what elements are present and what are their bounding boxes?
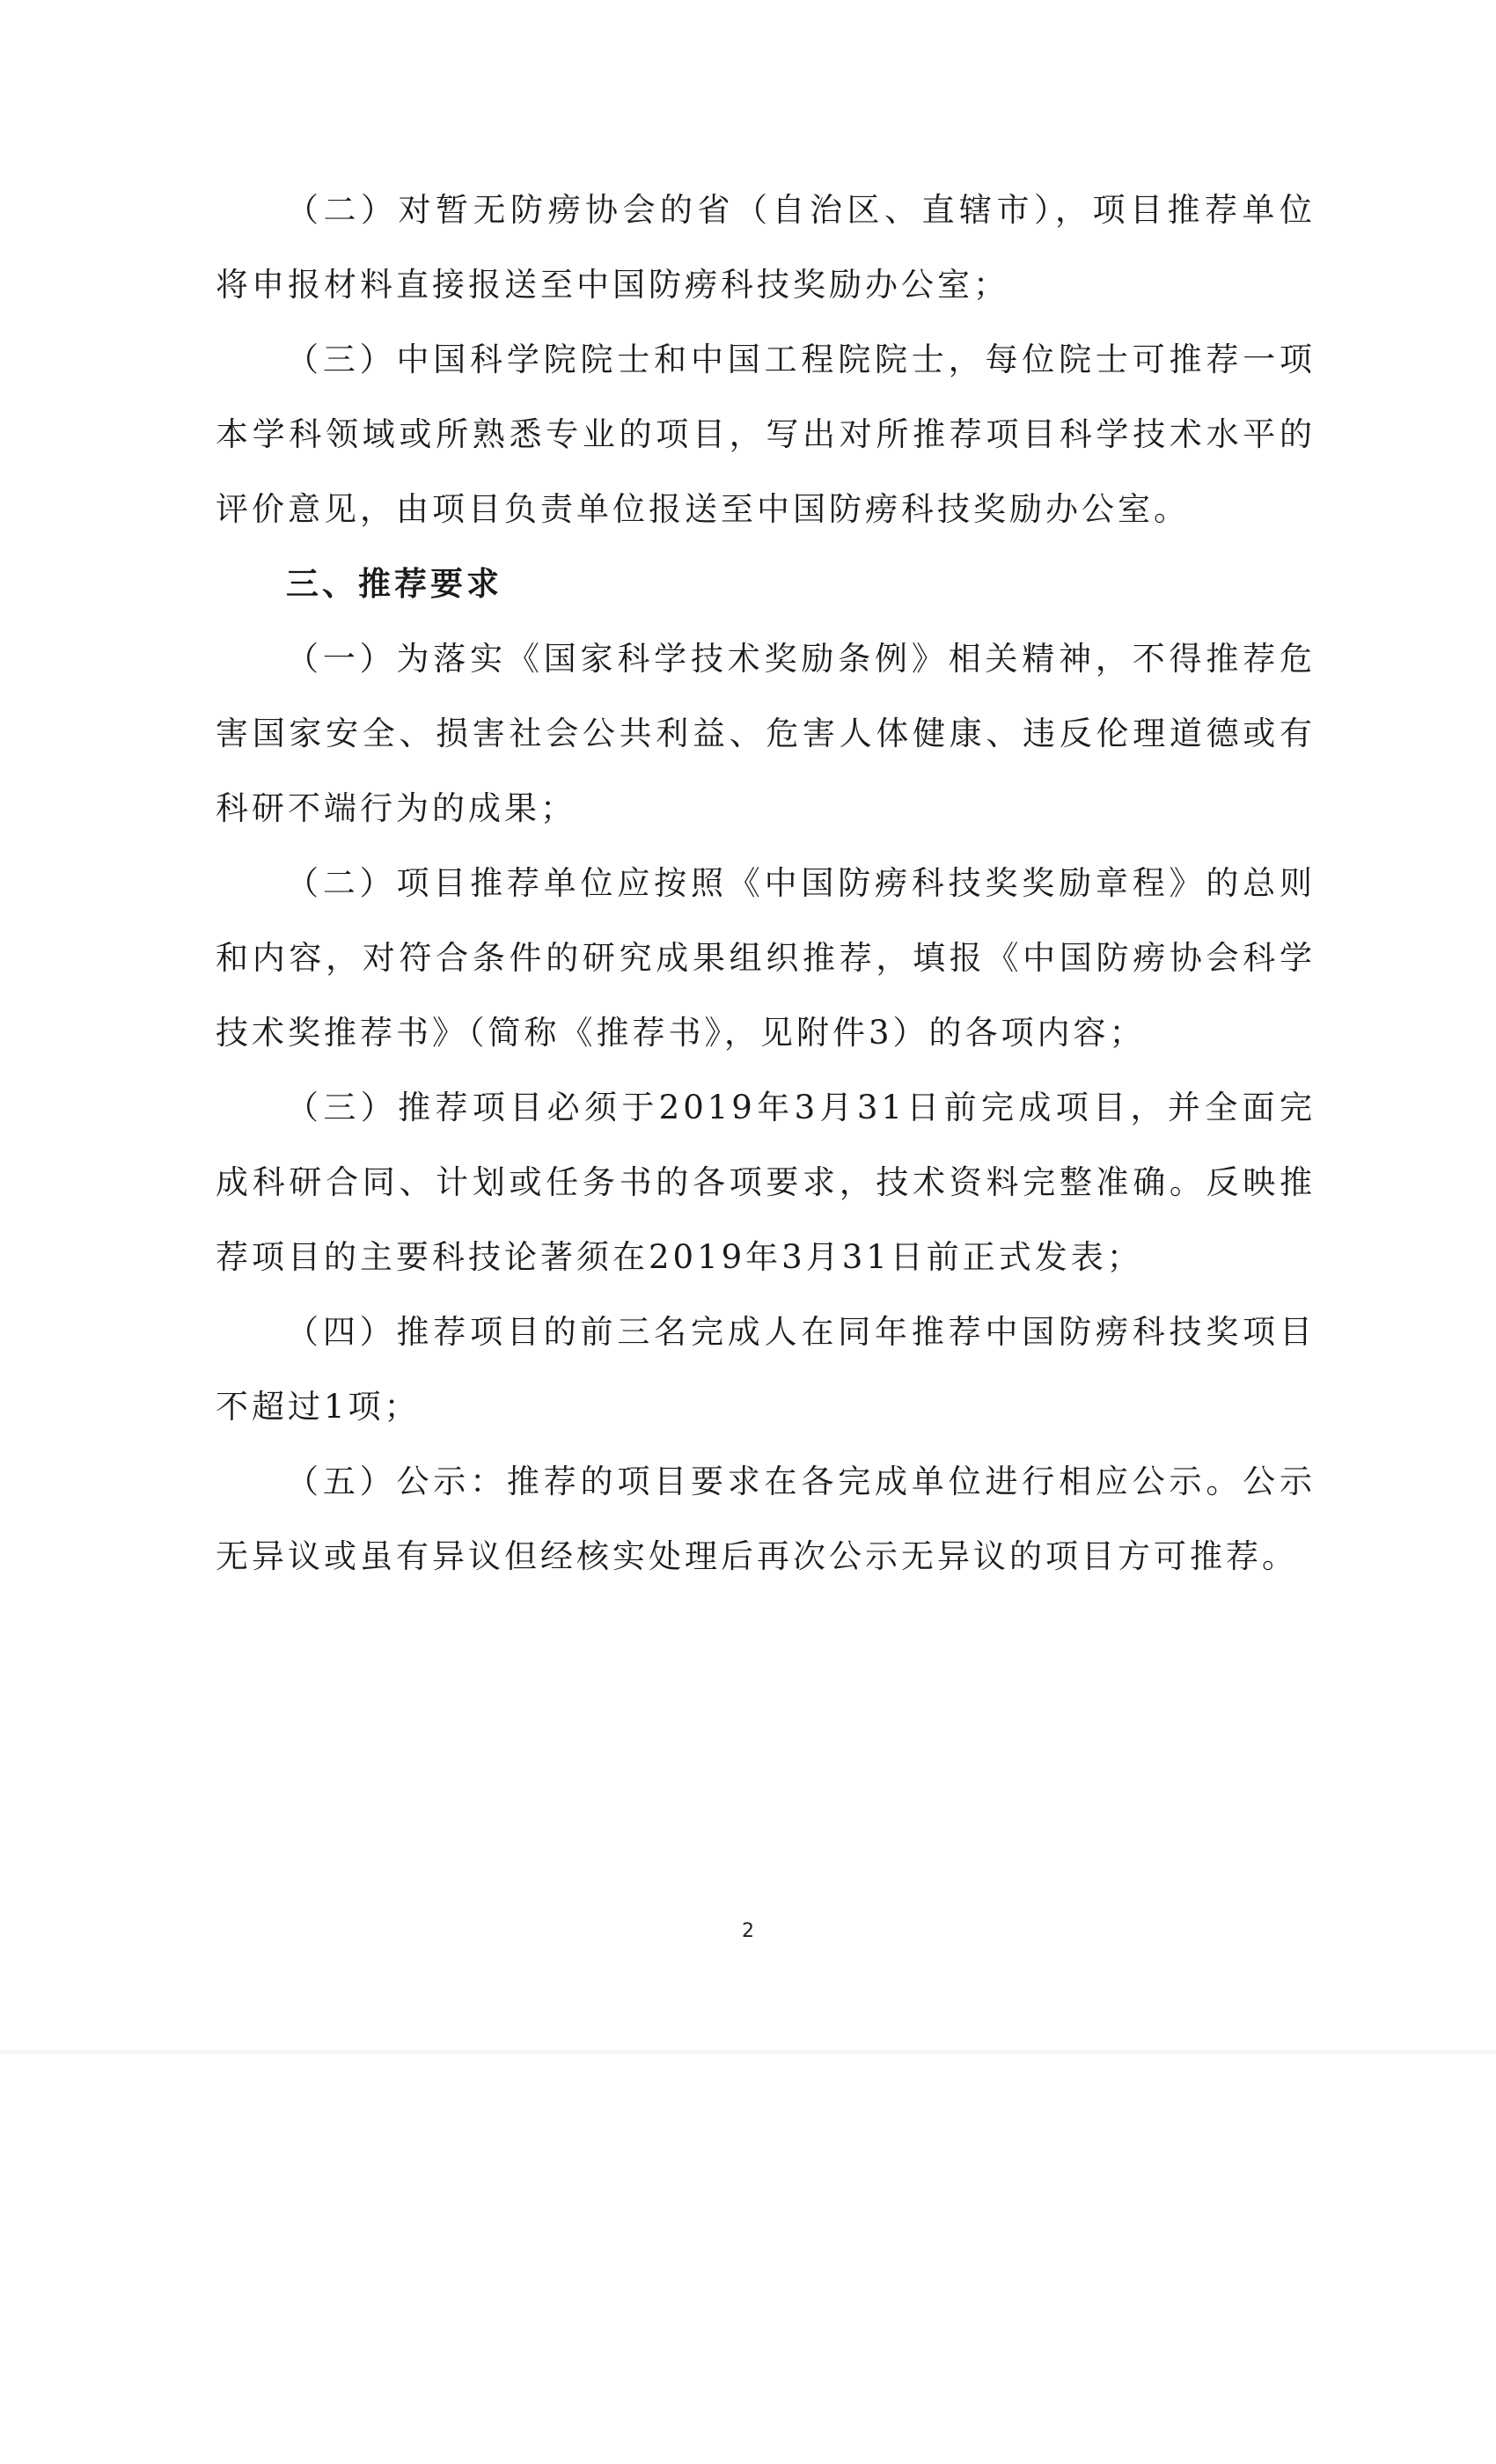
- document-body: [216, 172, 1316, 1594]
- section-heading: 三、推荐要求: [286, 565, 502, 603]
- scan-page-edge: [0, 2050, 1496, 2056]
- paragraph-3-5: （五）公示：推荐的项目要求在各完成单位进行相应公示。公示无异议或虽有异议但经核实处理后再次公示无异议的项目方可推荐。: [216, 1463, 1316, 1575]
- paragraph-2-3: （三）中国科学院院士和中国工程院院士，每位院士可推荐一项本学科领域或所熟悉专业的项目，写出对所推荐项目科学技术水平的评价意见，由项目负责单位报送至中国防痨科技奖励办公室。: [216, 341, 1316, 528]
- paragraph-3-4: （四）推荐项目的前三名完成人在同年推荐中国防痨科技奖项目不超过1项；: [216, 1313, 1316, 1426]
- paragraph-3-1: （一）为落实《国家科学技术奖励条例》相关精神，不得推荐危害国家安全、损害社会公共利益、危害人体健康、违反伦理道德或有科研不端行为的成果；: [216, 640, 1316, 827]
- paragraph-3-3: （三）推荐项目必须于2019年3月31日前完成项目，并全面完成科研合同、计划或任务书的各项要求，技术资料完整准确。反映推荐项目的主要科技论著须在2019年3月31日前正式发表；: [216, 1089, 1316, 1276]
- paragraph-2-2: （二）对暂无防痨协会的省（自治区、直辖市），项目推荐单位将申报材料直接报送至中国防痨科技奖励办公室；: [216, 191, 1316, 304]
- page-number: 2: [742, 1920, 754, 1942]
- paragraph-3-2: （二）项目推荐单位应按照《中国防痨科技奖奖励章程》的总则和内容，对符合条件的研究成果组织推荐，填报《中国防痨协会科学技术奖推荐书》（简称《推荐书》，见附件3）的各项内容；: [216, 864, 1316, 1052]
